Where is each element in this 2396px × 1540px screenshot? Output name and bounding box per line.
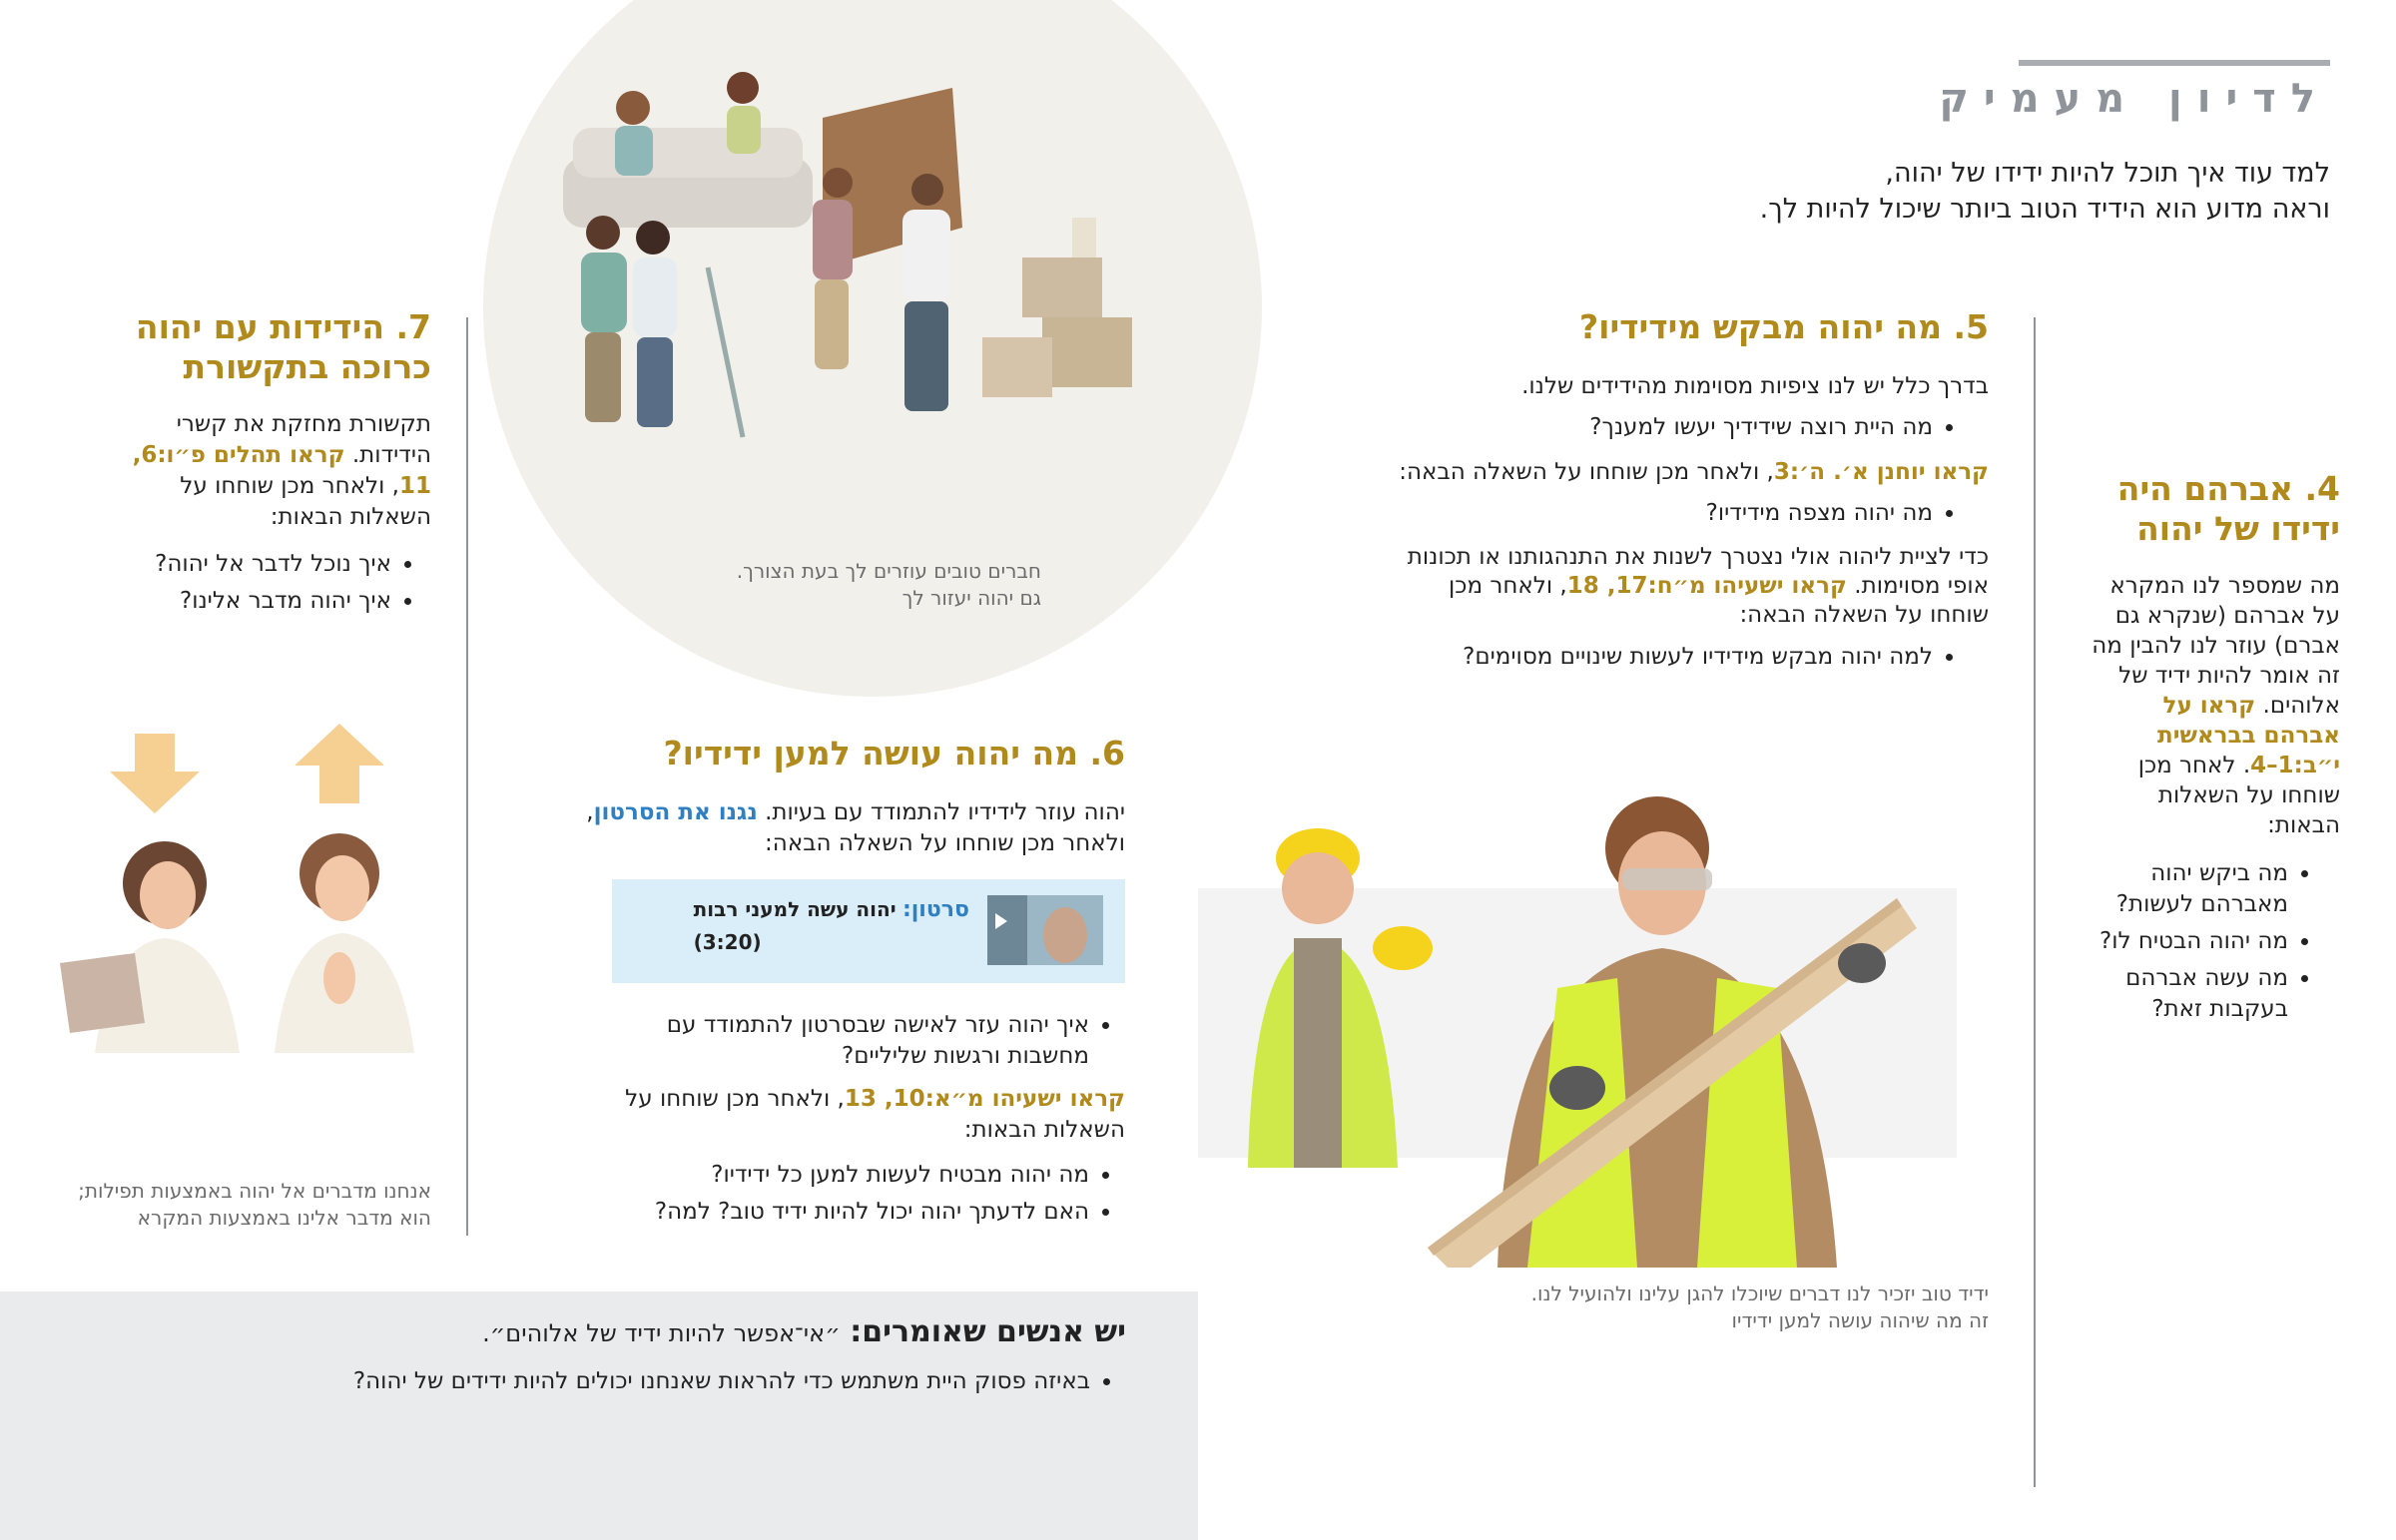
friends-caption xyxy=(737,558,1041,612)
workers-illustration xyxy=(1198,788,1957,1268)
intro-line-2: וראה מדוע הוא הידיד הטוב ביותר שיכול להיות לך. xyxy=(1759,194,2330,225)
section-5-p1: בדרך כלל יש לנו ציפיות מסוימות מהידידים שלנו. xyxy=(1521,373,1989,399)
workers-caption-line-1: ידיד טוב יזכיר לנו דברים שיוכלו להגן עלינו ולהועיל לנו. xyxy=(1530,1282,1989,1305)
video-duration: (3:20) xyxy=(693,930,762,954)
section-6-question: • האם לדעתך יהוה יכול להיות ידיד טוב? למה? xyxy=(586,1197,1089,1228)
section-4-body xyxy=(2081,571,2340,840)
section-7-heading-line-1: 7. הידידות עם יהוה xyxy=(135,307,431,346)
section-6-scripture-ref[interactable]: קראו ישעיהו מ״א:10, 13 xyxy=(844,1086,1125,1112)
some-say-content xyxy=(128,1313,1126,1403)
friends-caption-line-1: חברים טובים עוזרים לך בעת הצורך. xyxy=(736,559,1041,583)
video-info xyxy=(694,893,969,958)
section-7-scripture-ref[interactable]: קראו תהלים פ״ו:6, 11 xyxy=(132,442,431,499)
prayer-caption xyxy=(78,1178,431,1232)
section-7-questions xyxy=(112,549,431,617)
section-7-heading xyxy=(112,307,431,387)
section-4-scripture-ref[interactable]: קראו על אברהם בבראשית י״ב:1–4 xyxy=(2156,693,2340,778)
section-4-heading-line-1: 4. אברהם היה xyxy=(2116,469,2340,508)
section-5-p3 xyxy=(1390,543,1989,630)
column-divider-right xyxy=(2034,317,2036,1487)
video-thumbnail[interactable] xyxy=(987,895,1103,965)
video-box[interactable] xyxy=(612,879,1125,983)
section-5-p3-after: , ולאחר מכן שוחחו על השאלה הבאה: xyxy=(1449,573,1989,628)
intro-line-1: למד עוד איך תוכל להיות ידידו של יהוה, xyxy=(1885,158,2330,189)
section-5-question: • מה יהוה מצפה מידידיו? xyxy=(1390,498,1933,529)
section-5-read1 xyxy=(1390,457,1989,488)
video-thumbnail-svg xyxy=(987,895,1103,965)
section-7-body xyxy=(112,409,431,533)
arrow-up-icon xyxy=(295,724,384,803)
section-7-body-text: תקשורת מחזקת את קשרי הידידות. xyxy=(176,411,431,468)
page-title: לדיון מעמיק xyxy=(1939,76,2330,122)
section-4-question: • מה יהוה הבטיח לו? xyxy=(2081,926,2288,957)
prayer-illustration-svg xyxy=(40,724,439,1163)
section-4 xyxy=(2081,469,2340,1031)
section-5-read1-after: , ולאחר מכן שוחחו על השאלה הבאה: xyxy=(1399,459,1774,485)
section-5-p3-text: כדי לציית ליהוה אולי נצטרך לשנות את התנהגותנו או תכונות אופי מסוימות. xyxy=(1407,544,1989,599)
intro xyxy=(1760,156,2330,228)
section-6-q1-list xyxy=(586,1010,1125,1072)
some-say-question: • באיזה פסוק היית משתמש כדי להראות שאנחנו יכולים להיות ידידים של יהוה? xyxy=(128,1366,1090,1397)
section-5-question: • למה יהוה מבקש מידידיו לעשות שינויים מסוימים? xyxy=(1390,642,1933,673)
prayer-caption-line-1: אנחנו מדברים אל יהוה באמצעות תפילות; xyxy=(78,1179,431,1203)
section-5-question: • מה היית רוצה שידידיך יעשו למענך? xyxy=(1390,412,1933,443)
section-7-question: • איך נוכל לדבר אל יהוה? xyxy=(112,549,391,580)
section-4-questions xyxy=(2081,858,2340,1025)
section-5-q2-list xyxy=(1390,498,1989,529)
section-6-q2-list xyxy=(586,1160,1125,1228)
prayer-illustration xyxy=(40,724,439,1163)
some-say-questions xyxy=(128,1366,1126,1397)
section-7-question: • איך יהוה מדבר אלינו? xyxy=(112,586,391,617)
section-6-continued xyxy=(586,1010,1125,1234)
section-6-p1 xyxy=(566,797,1125,859)
workers-illustration-svg xyxy=(1198,788,1957,1268)
video-title-row xyxy=(694,893,969,926)
section-6-p1-text: יהוה עוזר לידידיו להתמודד עם בעיות. xyxy=(765,799,1125,825)
section-5 xyxy=(1390,307,1989,679)
section-4-heading-line-2: ידידו של יהוה xyxy=(2136,509,2340,548)
workers-caption xyxy=(1531,1281,1989,1334)
section-4-question: • מה ביקש יהוה מאברהם לעשות? xyxy=(2081,858,2288,920)
section-6-heading: 6. מה יהוה עושה למען ידידיו? xyxy=(663,734,1125,772)
section-5-q1-list xyxy=(1390,412,1989,443)
video-title[interactable]: יהוה עשה למעני רבות xyxy=(693,897,897,921)
section-6-p1-after: , ולאחר מכן שוחחו על השאלה הבאה: xyxy=(586,799,1125,856)
workers-caption-line-2: זה מה שיהוה עושה למען ידידיו xyxy=(1731,1308,1989,1332)
section-5-heading: 5. מה יהוה מבקש מידידיו? xyxy=(1578,307,1989,346)
some-say-box xyxy=(0,1291,1198,1540)
section-4-body-after: . לאחר מכן שוחחו על השאלות הבאות: xyxy=(2137,753,2340,838)
play-video-link[interactable]: נגנו את הסרטון xyxy=(593,799,758,825)
section-5-scripture-ref-1[interactable]: קראו יוחנן א׳. ה׳:3 xyxy=(1773,459,1989,485)
some-say-quote: ״אי־אפשר להיות ידיד של אלוהים״. xyxy=(482,1319,841,1347)
section-6-question: • מה יהוה מבטיח לעשות למען כל ידידיו? xyxy=(586,1160,1089,1191)
video-label: סרטון: xyxy=(901,897,969,922)
section-4-body-text: מה שמספר לנו המקרא על אברהם (שנקרא גם אברם) עוזר לנו להבין מה זה אומר להיות ידיד של אלוהים. xyxy=(2092,573,2340,719)
some-say-heading: יש אנשים שאומרים: xyxy=(850,1314,1126,1349)
section-7-body-after: , ולאחר מכן שוחחו על השאלות הבאות: xyxy=(180,473,431,530)
section-5-scripture-ref-2[interactable]: קראו ישעיהו מ״ח:17, 18 xyxy=(1566,573,1847,599)
section-7-heading-line-2: כרוכה בתקשורת xyxy=(183,347,431,386)
title-rule xyxy=(2019,60,2330,66)
some-say-heading-row xyxy=(128,1313,1126,1352)
prayer-caption-line-2: הוא מדבר אלינו באמצעות המקרא xyxy=(137,1206,431,1230)
section-5-q3-list xyxy=(1390,642,1989,673)
friends-caption-line-2: גם יהוה יעזור לך xyxy=(901,586,1041,610)
section-6-read xyxy=(586,1084,1125,1146)
section-6-question: • איך יהוה עזר לאישה שבסרטון להתמודד עם מחשבות ורגשות שליליים? xyxy=(586,1010,1089,1072)
section-4-heading xyxy=(2081,469,2340,549)
column-divider-left xyxy=(466,317,468,1236)
section-6 xyxy=(566,734,1125,859)
section-6-read-after: , ולאחר מכן שוחחו על השאלות הבאות: xyxy=(625,1086,1125,1143)
section-7 xyxy=(112,307,431,623)
section-4-question: • מה עשה אברהם בעקבות זאת? xyxy=(2081,963,2288,1025)
arrow-down-icon xyxy=(110,734,200,813)
